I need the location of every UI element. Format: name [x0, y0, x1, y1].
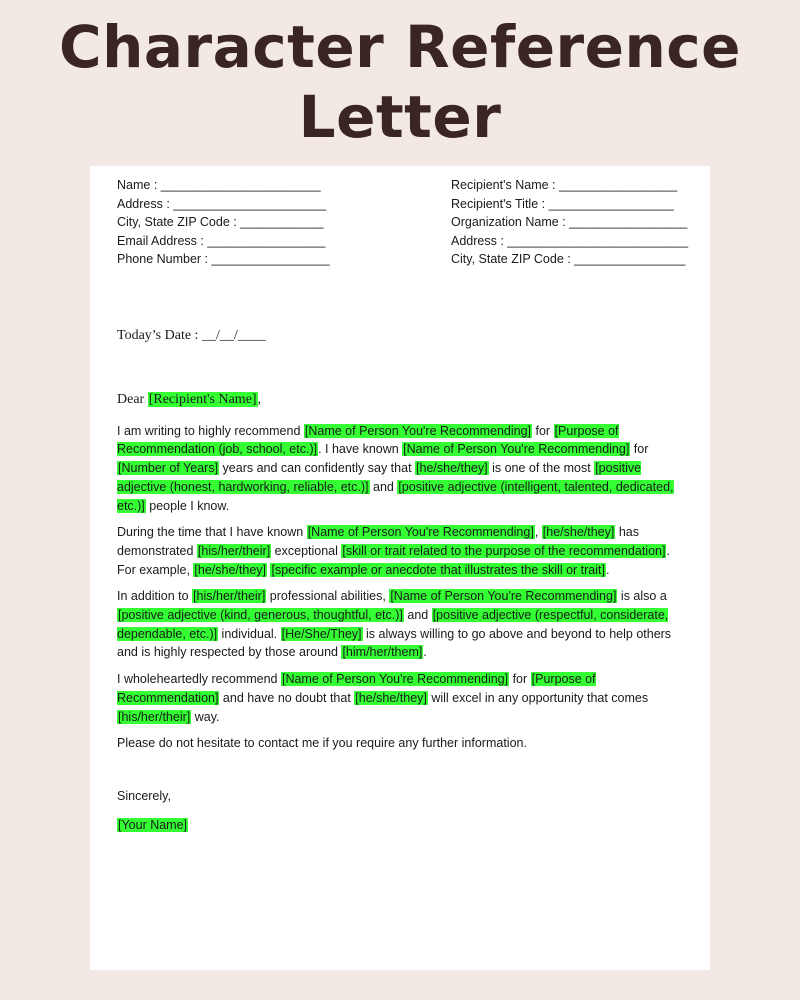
letter-paragraph [117, 670, 677, 726]
letter-body [117, 391, 677, 834]
paragraph-text: years and can confidently say that [219, 461, 416, 476]
paragraph-text: . I have known [318, 442, 403, 457]
paragraph-text: is also a [617, 589, 667, 604]
signature-placeholder: [Your Name] [118, 817, 188, 832]
paragraph-text: During the time that I have known [117, 525, 307, 540]
placeholder-highlight: [positive adjective (kind, generous, thoughtful, etc.)] [118, 608, 403, 623]
letter-paragraphs [117, 422, 677, 753]
title-line-2: Letter [298, 83, 502, 151]
placeholder-highlight: [he/she/they] [194, 562, 266, 577]
recipient-info [451, 176, 701, 269]
placeholder-highlight: [Purpose of Recommendation] [117, 672, 596, 705]
placeholder-highlight: [Name of Person You're Recommending] [281, 672, 509, 687]
recipient-name-field: Recipient's Name : _________________ [451, 178, 678, 192]
paragraph-text: I wholeheartedly recommend [117, 672, 281, 687]
sender-info [117, 176, 357, 269]
paragraph-text: for [509, 672, 531, 687]
placeholder-highlight: [Recipient's Name] [148, 392, 257, 407]
paragraph-text: . For example, [117, 543, 670, 577]
paragraph-text: has demonstrated [117, 525, 639, 558]
letter-page [90, 166, 710, 970]
recipient-org-field: Organization Name : _________________ [451, 215, 688, 229]
paragraph-text: exceptional [271, 543, 342, 558]
closing: Sincerely, [117, 788, 171, 803]
paragraph-text: professional abilities, [266, 589, 390, 604]
paragraph-text: In addition to [117, 589, 193, 604]
letter-paragraph [117, 734, 677, 753]
placeholder-highlight: [he/she/they] [416, 461, 488, 476]
placeholder-highlight: [Purpose of Recommendation (job, school, etc.)] [117, 423, 619, 457]
sender-name-field: Name : _______________________ [117, 178, 321, 192]
placeholder-highlight: [skill or trait related to the purpose of the recommendation] [342, 543, 666, 558]
placeholder-highlight: [he/she/they] [542, 525, 615, 540]
paragraph-text: for [532, 423, 554, 438]
paragraph-text: and [403, 608, 432, 623]
placeholder-highlight: [He/She/They] [281, 626, 362, 641]
paragraph-text: and [369, 479, 398, 494]
paragraph-text: and have no doubt that [219, 690, 355, 705]
letter-paragraph [117, 422, 677, 516]
paragraph-text: Please do not hesitate to contact me if you require any further information. [117, 736, 527, 751]
paragraph-text: people I know. [145, 498, 230, 513]
placeholder-highlight: [positive adjective (honest, hardworking, reliable, etc.)] [117, 461, 642, 494]
paragraph-text: is one of the most [488, 461, 595, 476]
greeting-prefix: Dear [117, 392, 148, 407]
sender-address-field: Address : ______________________ [117, 196, 327, 211]
greeting [117, 391, 677, 410]
placeholder-highlight: [specific example or anecdote that illustrates the skill or trait] [271, 562, 605, 577]
paragraph-text: . [423, 645, 427, 660]
placeholder-highlight: [his/her/their] [118, 709, 191, 724]
placeholder-highlight: [him/her/them] [342, 645, 423, 660]
placeholder-highlight: [positive adjective (intelligent, talented, dedicated, etc.)] [117, 479, 674, 513]
paragraph-text: individual. [218, 626, 281, 641]
greeting-suffix: , [257, 392, 262, 407]
sender-phone-field: Phone Number : _________________ [117, 252, 330, 266]
recipient-city-field: City, State ZIP Code : ________________ [451, 252, 686, 266]
recipient-address-field: Address : __________________________ [451, 233, 689, 248]
paragraph-text: , [534, 525, 542, 540]
recipient-title-field: Recipient's Title : __________________ [451, 196, 674, 211]
placeholder-highlight: [he/she/they] [355, 690, 427, 705]
placeholder-highlight: [his/her/their] [197, 543, 271, 558]
paragraph-text: will excel in any opportunity that comes [427, 690, 649, 705]
page-title [0, 12, 800, 152]
letter-paragraph [117, 587, 677, 662]
paragraph-text: is always willing to go above and beyond to help others and is highly respected by those around [117, 626, 672, 660]
placeholder-highlight: [positive adjective (respectful, considerate, dependable, etc.)] [117, 608, 669, 641]
placeholder-highlight: [Name of Person You're Recommending] [403, 442, 630, 457]
paragraph-text: way. [191, 709, 220, 724]
placeholder-highlight: [Number of Years] [118, 461, 219, 476]
placeholder-highlight: [his/her/their] [193, 589, 266, 604]
placeholder-highlight: [Name of Person You're Recommending] [304, 423, 532, 438]
title-line-1: Character Reference [59, 13, 741, 81]
paragraph-text: . [605, 562, 610, 577]
sender-city-field: City, State ZIP Code : ____________ [117, 215, 324, 229]
sender-email-field: Email Address : _________________ [117, 233, 326, 248]
placeholder-highlight: [Name of Person You're Recommending] [307, 525, 534, 540]
placeholder-highlight: [Name of Person You're Recommending] [390, 589, 617, 604]
letter-paragraph [117, 523, 677, 579]
date-line: Today’s Date : __/__/____ [117, 328, 266, 343]
paragraph-text: I am writing to highly recommend [117, 423, 304, 438]
paragraph-text: for [630, 442, 649, 457]
